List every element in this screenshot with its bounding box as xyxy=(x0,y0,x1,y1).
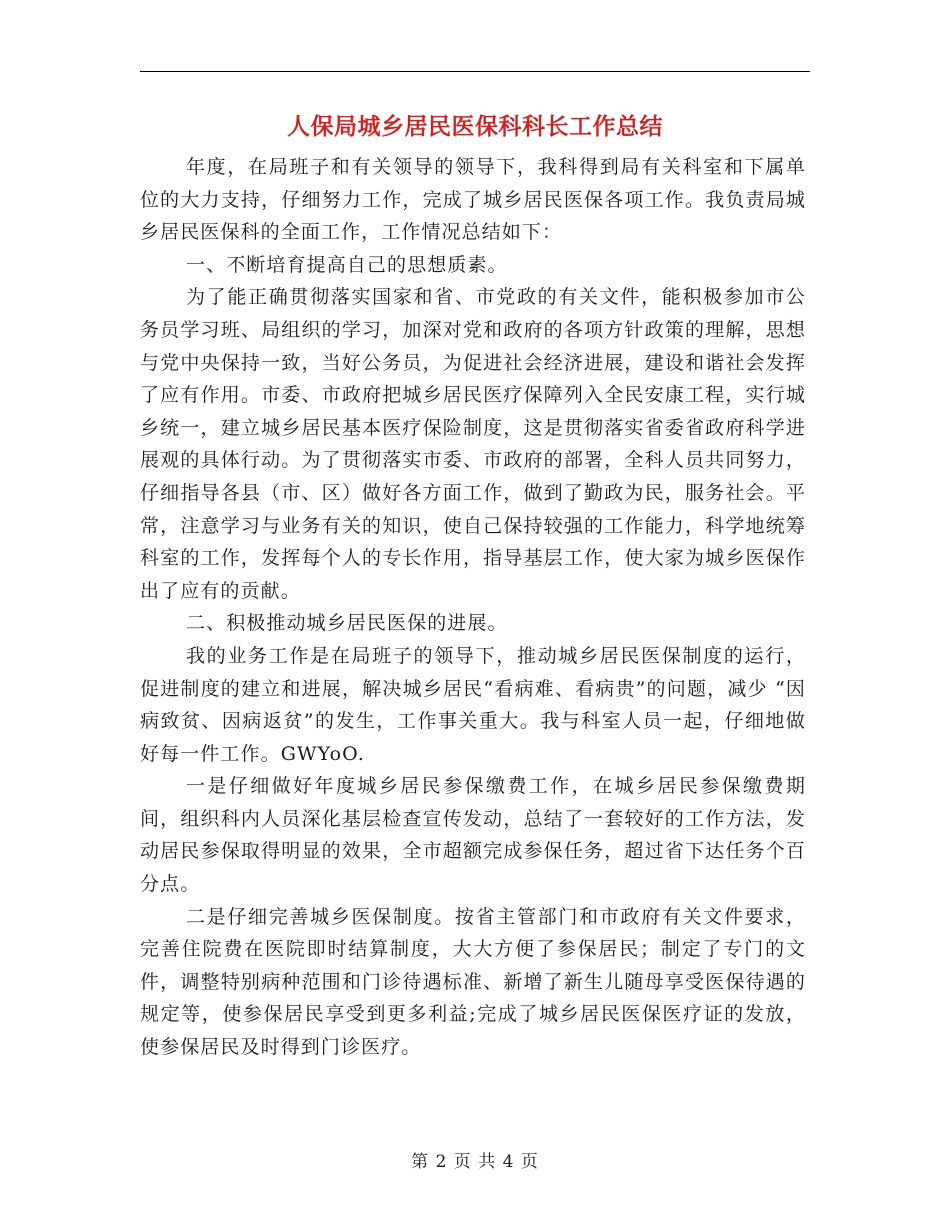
page-number: 第 2 页 共 4 页 xyxy=(411,1152,539,1172)
paragraph-point-1: 一是仔细做好年度城乡居民参保缴费工作，在城乡居民参保缴费期间，组织科内人员深化基层检查宣传发动，总结了一套较好的工作方法，发动居民参保取得明显的效果，全市超额完成参保任务，超过省下达任务个百分点。 xyxy=(140,775,806,896)
document-title: 人保局城乡居民医保科科长工作总结 xyxy=(287,113,663,140)
paragraph-intro: 年度，在局班子和有关领导的领导下，我科得到局有关科室和下属单位的大力支持，仔细努力工作，完成了城乡居民医保各项工作。我负责局城乡居民医保科的全面工作，工作情况总结如下： xyxy=(140,156,806,244)
paragraph-ideology: 为了能正确贯彻落实国家和省、市党政的有关文件，能积极参加市公务员学习班、局组织的学习，加深对党和政府的各项方针政策的理解，思想与党中央保持一致，当好公务员，为促进社会经济进展，建设和谐社会发挥了应有作用。市委、市政府把城乡居民医疗保障列入全民安康工程，实行城乡统一，建立城乡居民基本医疗保险制度，这是贯彻落实省委省政府科学进展观的具体行动。为了贯彻落实市委、市政府的部署，全科人员共同努力，仔细指导各县（市、区）做好各方面工作，做到了勤政为民，服务社会。平常，注意学习与业务有关的知识，使自己保持较强的工作能力，科学地统筹科室的工作，发挥每个人的专长作用，指导基层工作，使大家为城乡医保作出了应有的贡献。 xyxy=(140,286,806,602)
paragraph-point-2: 二是仔细完善城乡医保制度。按省主管部门和市政府有关文件要求，完善住院费在医院即时结算制度，大大方便了参保居民；制定了专门的文件，调整特别病种范围和门诊待遇标准、新增了新生儿随母享受医保待遇的规定等，使参保居民享受到更多利益;完成了城乡居民医保医疗证的发放，使参保居民及时得到门诊医疗。 xyxy=(140,905,806,1059)
header-rule xyxy=(140,71,810,72)
paragraph-business: 我的业务工作是在局班子的领导下，推动城乡居民医保制度的运行，促进制度的建立和进展，解决城乡居民“看病难、看病贵”的问题，减少 “因病致贫、因病返贫”的发生，工作事关重大。我与科室人员一起，仔细地做好每一件工作。GWYoO. xyxy=(140,644,806,765)
section-heading-2: 二、积极推动城乡居民医保的进展。 xyxy=(186,612,508,635)
document-body xyxy=(140,151,806,1064)
section-heading-1: 一、不断培育提高自己的思想质素。 xyxy=(186,253,508,276)
